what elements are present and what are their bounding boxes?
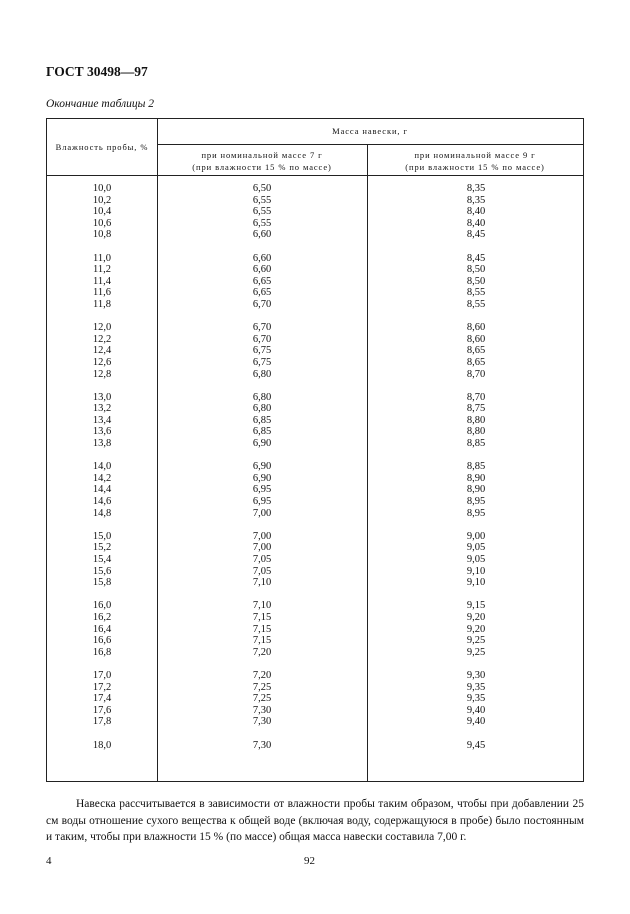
cell-mass-9g: 9,25: [466, 646, 486, 658]
col-header-mass-group: Масса навески, г: [332, 126, 408, 136]
cell-mass-9g: 8,90: [466, 484, 486, 496]
cell-moisture: 16,6: [92, 635, 112, 647]
col-header-mass-7g: [157, 149, 367, 173]
cell-mass-9g: 8,80: [466, 426, 486, 438]
cell-mass-9g: 9,25: [466, 635, 486, 647]
cell-mass-7g: 7,15: [252, 623, 272, 635]
row-group: [223, 670, 301, 728]
cell-mass-7g: 7,05: [252, 554, 272, 565]
col-header-moisture: Влажность пробы, %: [55, 142, 149, 152]
row-group: [63, 531, 141, 589]
row-group: [63, 322, 141, 380]
page-number-left: 4: [46, 855, 52, 867]
row-group: [223, 600, 301, 658]
cell-mass-7g: 6,60: [252, 229, 272, 241]
row-group: [223, 322, 301, 380]
cell-moisture: 14,8: [92, 507, 112, 519]
cell-moisture: 13,0: [92, 391, 112, 403]
cell-mass-9g: 8,85: [466, 438, 486, 450]
cell-moisture: 16,4: [92, 623, 112, 635]
row-group: [223, 740, 301, 752]
cell-mass-7g: 6,90: [252, 472, 272, 484]
cell-mass-7g: 6,70: [252, 322, 272, 334]
cell-mass-9g: 8,35: [466, 194, 486, 206]
row-group: [63, 600, 141, 658]
cell-moisture: 13,2: [92, 403, 112, 415]
cell-moisture: 12,0: [92, 322, 112, 334]
cell-mass-9g: 8,50: [466, 264, 486, 276]
cell-mass-9g: 9,35: [466, 693, 486, 705]
cell-mass-9g: 8,40: [466, 217, 486, 229]
cell-mass-9g: 9,40: [466, 704, 486, 716]
row-group: [437, 600, 515, 658]
row-group: [437, 322, 515, 380]
col-header-mass-9g-line1: при номинальной массе 9 г: [414, 150, 536, 160]
cell-moisture: 10,0: [92, 183, 112, 194]
cell-moisture: 17,8: [92, 716, 112, 728]
cell-mass-7g: 7,00: [252, 507, 272, 519]
cell-moisture: 13,6: [92, 426, 112, 438]
cell-moisture: 15,2: [92, 542, 112, 554]
cell-mass-7g: 7,05: [252, 565, 272, 577]
cell-mass-9g: 8,70: [466, 391, 486, 403]
cell-mass-9g: 9,15: [466, 600, 486, 612]
cell-moisture: 11,2: [93, 264, 111, 276]
row-group: [63, 183, 141, 241]
cell-mass-9g: 9,35: [466, 681, 486, 693]
cell-mass-7g: 6,55: [252, 217, 272, 229]
cell-mass-7g: 6,95: [252, 484, 272, 496]
cell-mass-7g: 7,15: [252, 635, 272, 647]
cell-mass-9g: 8,85: [466, 461, 486, 473]
cell-moisture: 16,2: [92, 611, 112, 623]
cell-moisture: 17,2: [92, 681, 112, 693]
row-group: [223, 461, 301, 519]
cell-moisture: 10,2: [92, 194, 112, 206]
header-bottom-line: [47, 175, 583, 176]
document-code: ГОСТ 30498—97: [46, 64, 148, 79]
cell-mass-9g: 8,65: [466, 345, 486, 357]
cell-mass-7g: 6,55: [252, 194, 272, 206]
cell-moisture: 17,0: [92, 669, 112, 681]
cell-mass-9g: 8,90: [466, 472, 486, 484]
cell-mass-9g: 8,60: [466, 322, 486, 334]
cell-moisture: 12,4: [92, 345, 112, 357]
cell-mass-7g: 7,30: [252, 739, 272, 751]
cell-moisture: 12,2: [92, 333, 112, 345]
table-caption: Окончание таблицы 2: [46, 98, 154, 110]
col-header-mass-9g-line2: (при влажности 15 % по массе): [405, 162, 545, 172]
row-group: [63, 461, 141, 519]
cell-moisture: 12,8: [92, 368, 112, 380]
cell-moisture: 10,6: [92, 217, 112, 229]
cell-mass-9g: 9,45: [466, 739, 486, 751]
cell-mass-9g: 8,45: [466, 252, 486, 264]
cell-mass-9g: 9,05: [466, 542, 486, 554]
row-group: [223, 183, 301, 241]
row-group: [437, 670, 515, 728]
cell-mass-7g: 6,85: [252, 426, 272, 438]
cell-mass-7g: 6,50: [252, 183, 272, 194]
cell-moisture: 15,4: [92, 554, 112, 565]
cell-mass-7g: 7,00: [252, 530, 272, 542]
cell-moisture: 16,0: [92, 600, 112, 612]
row-group: [223, 392, 301, 450]
cell-mass-9g: 8,80: [466, 414, 486, 426]
cell-moisture: 11,6: [93, 287, 111, 299]
cell-mass-9g: 8,40: [466, 206, 486, 218]
cell-moisture: 14,4: [92, 484, 112, 496]
column-divider-2: [367, 144, 368, 781]
cell-mass-9g: 8,55: [466, 287, 486, 299]
cell-mass-7g: 6,75: [252, 356, 272, 368]
row-group: [63, 392, 141, 450]
cell-mass-9g: 9,20: [466, 623, 486, 635]
cell-moisture: 14,6: [92, 496, 112, 508]
cell-moisture: 11,4: [93, 275, 111, 287]
cell-moisture: 12,6: [92, 356, 112, 368]
cell-moisture: 10,4: [92, 206, 112, 218]
cell-mass-7g: 6,85: [252, 414, 272, 426]
note-paragraph: Навеска рассчитывается в зависимости от влажности пробы таким образом, чтобы при добавлении 25 см воды отношение сухого вещества к общей воде (включая воду, содержащуюся в пробе) было постоянным и таким, чтобы при влажности 15 % (по массе) общая масса навески составила 7,00 г.: [46, 798, 584, 844]
cell-mass-7g: 6,70: [252, 298, 272, 310]
cell-mass-7g: 6,65: [252, 287, 272, 299]
cell-mass-9g: 8,70: [466, 368, 486, 380]
cell-mass-7g: 7,25: [252, 693, 272, 705]
cell-mass-7g: 6,65: [252, 275, 272, 287]
row-group: [437, 253, 515, 311]
cell-mass-9g: 8,60: [466, 333, 486, 345]
cell-mass-9g: 8,65: [466, 356, 486, 368]
moisture-table: [46, 118, 584, 782]
cell-mass-7g: 7,25: [252, 681, 272, 693]
cell-moisture: 13,4: [92, 414, 112, 426]
cell-moisture: 14,2: [92, 472, 112, 484]
row-group: [223, 531, 301, 589]
cell-mass-7g: 7,20: [252, 669, 272, 681]
cell-moisture: 18,0: [92, 739, 112, 751]
cell-mass-9g: 9,10: [466, 565, 486, 577]
cell-mass-7g: 6,55: [252, 206, 272, 218]
col-header-mass-7g-line2: (при влажности 15 % по массе): [192, 162, 332, 172]
cell-moisture: 10,8: [92, 229, 112, 241]
cell-mass-7g: 6,70: [252, 333, 272, 345]
column-divider-1: [157, 119, 158, 781]
cell-mass-7g: 7,20: [252, 646, 272, 658]
cell-mass-9g: 8,50: [466, 275, 486, 287]
cell-mass-9g: 9,00: [466, 530, 486, 542]
explanatory-note: [46, 796, 584, 846]
cell-moisture: 15,6: [92, 565, 112, 577]
cell-mass-7g: 6,60: [252, 252, 272, 264]
cell-moisture: 15,0: [92, 530, 112, 542]
row-group: [63, 670, 141, 728]
column-mass-7g: [223, 183, 301, 751]
cell-moisture: 15,8: [92, 577, 112, 589]
header-divider: [157, 144, 583, 145]
cell-mass-9g: 9,10: [466, 577, 486, 589]
cell-mass-7g: 6,75: [252, 345, 272, 357]
row-group: [437, 461, 515, 519]
cell-mass-9g: 9,40: [466, 716, 486, 728]
column-moisture: [63, 183, 141, 751]
row-group: [437, 392, 515, 450]
row-group: [437, 183, 515, 241]
page-number-center: 92: [304, 855, 315, 867]
cell-mass-7g: 6,80: [252, 403, 272, 415]
row-group: [223, 253, 301, 311]
col-header-mass-9g: [367, 149, 583, 173]
column-mass-9g: [437, 183, 515, 751]
cell-mass-7g: 7,30: [252, 704, 272, 716]
cell-moisture: 16,8: [92, 646, 112, 658]
cell-mass-7g: 7,00: [252, 542, 272, 554]
cell-mass-7g: 7,15: [252, 611, 272, 623]
cell-mass-7g: 6,95: [252, 496, 272, 508]
cell-mass-9g: 9,30: [466, 669, 486, 681]
row-group: [437, 531, 515, 589]
cell-moisture: 17,6: [92, 704, 112, 716]
cell-moisture: 11,8: [93, 298, 111, 310]
cell-mass-7g: 6,90: [252, 438, 272, 450]
cell-mass-9g: 8,95: [466, 496, 486, 508]
cell-mass-7g: 6,60: [252, 264, 272, 276]
cell-mass-7g: 7,10: [252, 600, 272, 612]
cell-mass-7g: 7,10: [252, 577, 272, 589]
cell-moisture: 13,8: [92, 438, 112, 450]
cell-moisture: 11,0: [93, 252, 111, 264]
cell-mass-9g: 8,35: [466, 183, 486, 194]
cell-mass-7g: 6,80: [252, 368, 272, 380]
row-group: [437, 740, 515, 752]
col-header-mass-7g-line1: при номинальной массе 7 г: [201, 150, 323, 160]
cell-mass-9g: 9,05: [466, 554, 486, 565]
cell-mass-9g: 8,95: [466, 507, 486, 519]
cell-moisture: 17,4: [92, 693, 112, 705]
cell-mass-9g: 8,75: [466, 403, 486, 415]
cell-moisture: 14,0: [92, 461, 112, 473]
cell-mass-9g: 9,20: [466, 611, 486, 623]
cell-mass-7g: 6,90: [252, 461, 272, 473]
row-group: [63, 253, 141, 311]
cell-mass-7g: 6,80: [252, 391, 272, 403]
cell-mass-9g: 8,55: [466, 298, 486, 310]
row-group: [63, 740, 141, 752]
cell-mass-9g: 8,45: [466, 229, 486, 241]
cell-mass-7g: 7,30: [252, 716, 272, 728]
